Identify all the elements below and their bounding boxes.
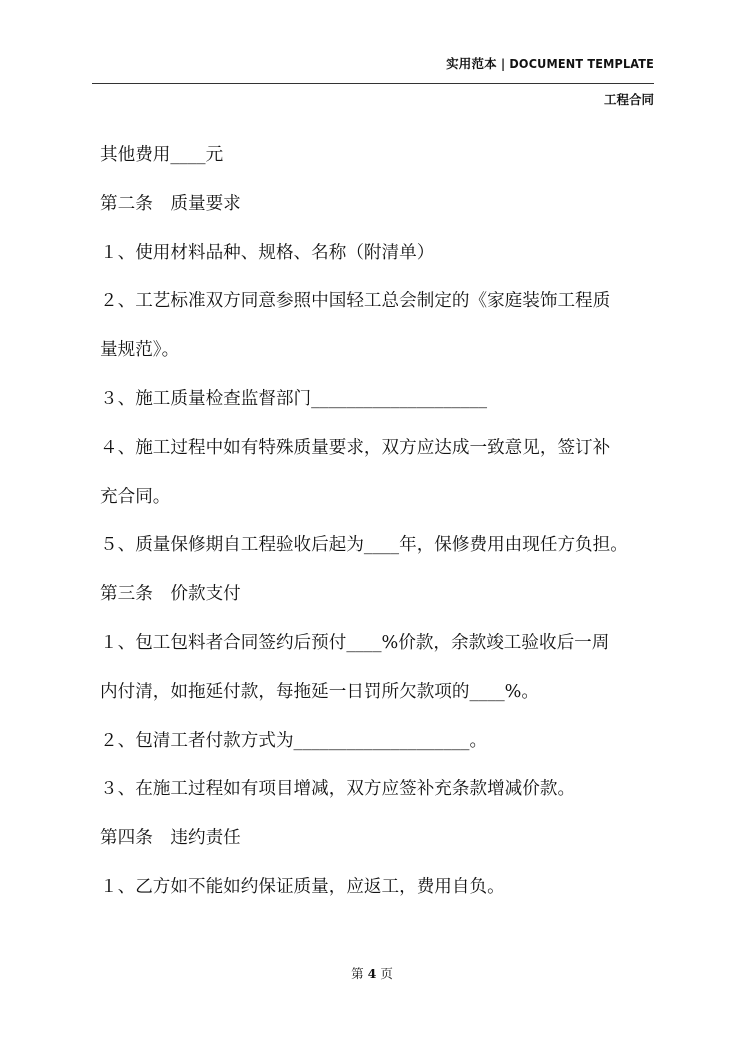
section-heading-4: 第四条 违约责任 <box>100 828 241 849</box>
body-line: ３、施工质量检查监督部门____________________ <box>100 388 488 409</box>
body-line: ２、工艺标准双方同意参照中国轻工总会制定的《家庭装饰工程质 <box>100 291 611 312</box>
body-line: ４、施工过程中如有特殊质量要求，双方应达成一致意见，签订补 <box>100 437 611 458</box>
body-line: ５、质量保修期自工程验收后起为____年，保修费用由现任方负担。 <box>100 535 628 556</box>
page-footer <box>0 964 744 982</box>
footer-suffix: 页 <box>380 966 393 981</box>
header-divider <box>92 83 654 84</box>
body-line: 充合同。 <box>100 486 171 507</box>
body-line: ３、在施工过程如有项目增减，双方应签补充条款增减价款。 <box>100 779 576 800</box>
body-line: ２、包清工者付款方式为____________________。 <box>100 730 488 751</box>
body-line: １、乙方如不能如约保证质量，应返工，费用自负。 <box>100 876 505 897</box>
footer-prefix: 第 <box>351 966 364 981</box>
body-line: 内付清，如拖延付款，每拖延一日罚所欠款项的____%。 <box>100 681 539 702</box>
body-line: １、包工包料者合同签约后预付____%价款，余款竣工验收后一周 <box>100 632 610 653</box>
section-heading-3: 第三条 价款支付 <box>100 584 241 605</box>
body-line: １、使用材料品种、规格、名称（附清单） <box>100 242 435 263</box>
section-heading-2: 第二条 质量要求 <box>100 193 241 214</box>
page-number: 4 <box>367 966 377 981</box>
body-line: 量规范》。 <box>100 340 180 361</box>
header-title: 实用范本 | DOCUMENT TEMPLATE <box>446 56 654 71</box>
document-body <box>100 142 658 923</box>
header-subtitle: 工程合同 <box>603 92 654 107</box>
body-line: 其他费用____元 <box>100 145 224 165</box>
